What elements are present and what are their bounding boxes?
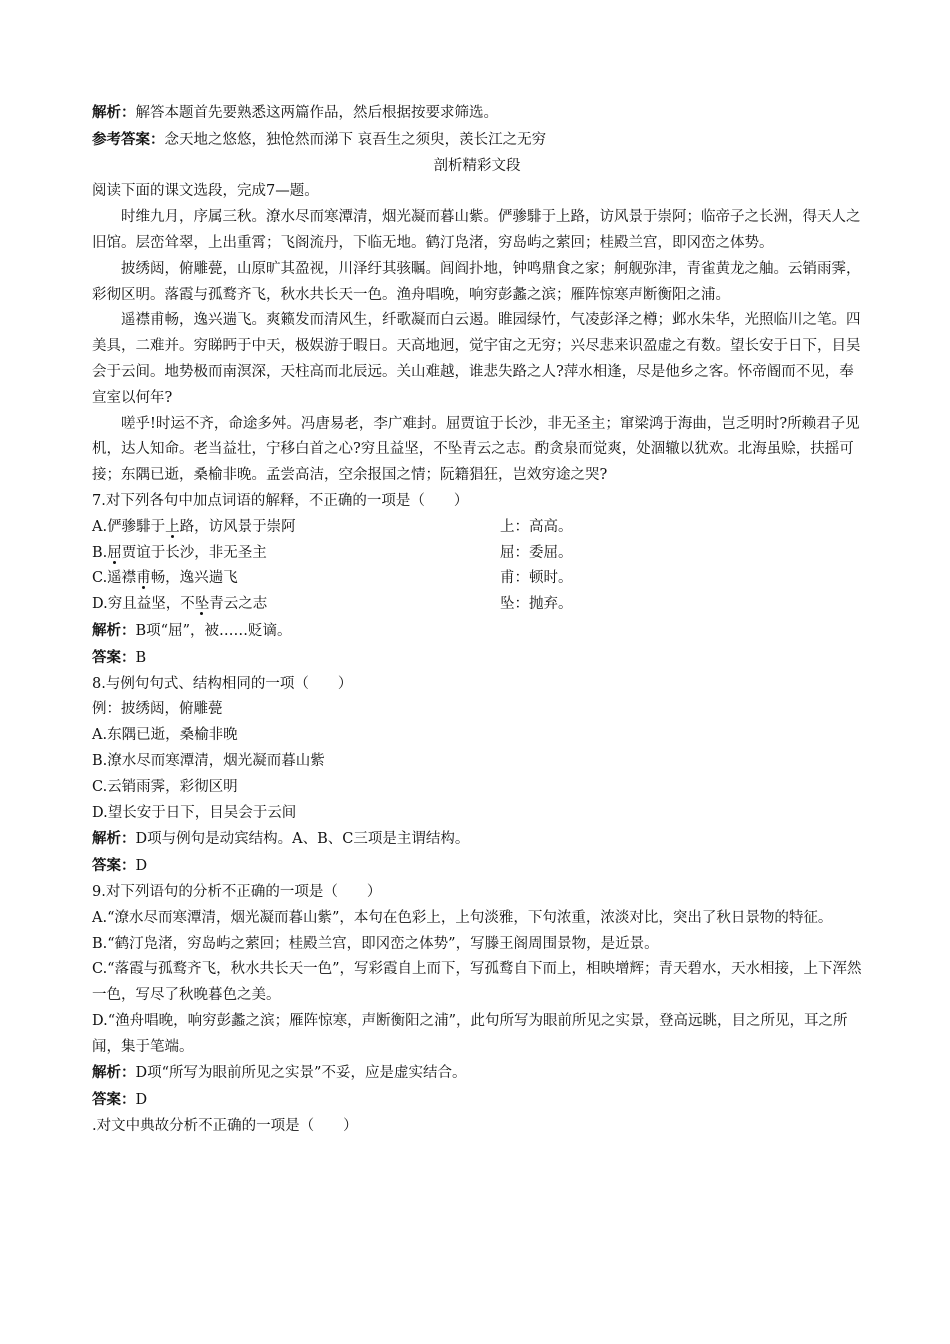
answer-text: B	[135, 649, 147, 666]
option-sentence	[92, 515, 500, 541]
question-8-answer	[92, 853, 862, 880]
question-9-option-b: B.“鹤汀凫渚，穷岛屿之萦回；桂殿兰宫，即冈峦之体势”，写滕王阁周围景物，是近景。	[92, 935, 659, 952]
option-text: 畅，逸兴遄飞	[150, 570, 238, 587]
question-10-stem: .对文中典故分析不正确的一项是（ ）	[92, 1118, 358, 1135]
analysis-label: 解析：	[92, 104, 136, 121]
answer-text: D	[135, 1092, 148, 1109]
answer-label: 答案：	[92, 1091, 136, 1109]
option-sentence	[92, 541, 500, 567]
analysis-text: 解答本题首先要熟悉这两篇作品，然后根据按要求筛选。	[135, 105, 498, 121]
option-text: 贾谊于长沙，非无圣主	[121, 544, 267, 561]
option-text: 青云之志	[209, 596, 268, 613]
option-text: B.	[92, 544, 108, 561]
question-7-option-c	[92, 566, 862, 592]
option-explanation: 坠：抛弃。	[500, 596, 573, 613]
analysis-label: 解析：	[92, 1064, 136, 1082]
question-7-analysis	[92, 618, 862, 645]
dotted-word: 坠	[194, 596, 210, 613]
analysis-text: B项“屈”，被……贬谪。	[135, 622, 292, 639]
question-8-stem: 8.与例句句式、结构相同的一项（ ）	[92, 675, 353, 692]
answer-text: 念天地之悠悠，独怆然而涕下 哀吾生之须臾，羡长江之无穷	[164, 131, 547, 148]
question-7-answer	[92, 645, 862, 672]
instruction: 阅读下面的课文选段，完成7—题。	[92, 183, 319, 200]
question-9-analysis	[92, 1060, 862, 1087]
question-7-option-a	[92, 515, 862, 541]
answer-label: 参考答案：	[92, 130, 165, 148]
document-page	[92, 100, 862, 1140]
analysis-label: 解析：	[92, 830, 136, 848]
option-explanation: 屈：委屈。	[500, 544, 573, 561]
question-8-option-d: D.望长安于日下，目吴会于云间	[92, 804, 297, 821]
passage-paragraph-4: 嗟乎!时运不齐，命途多舛。冯唐易老，李广难封。屈贾谊于长沙，非无圣主；窜梁鸿于海曲，岂乏明时?所赖君子见机，达人知命。老当益壮，宁移白首之心?穷且益坚，不坠青云之志。酌贪泉而觉爽，处涸辙以犹欢。北海虽赊，扶摇可接；东隅已逝，桑榆非晚。孟尝高洁，空余报国之情；阮籍猖狂，岂效穷途之哭?	[92, 415, 860, 484]
option-text: 路，访风景于崇阿	[179, 518, 296, 535]
question-7-option-d	[92, 592, 862, 618]
option-explanation: 上：高高。	[500, 518, 573, 535]
answer-label: 答案：	[92, 648, 136, 666]
question-7-option-b	[92, 541, 862, 567]
section-title: 剖析精彩文段	[433, 157, 521, 174]
question-8-option-a: A.东隅已逝，桑榆非晚	[92, 727, 238, 744]
answer-label: 答案：	[92, 857, 136, 875]
option-text: C.遥襟	[92, 570, 137, 587]
question-9-answer	[92, 1087, 862, 1114]
option-text: A.俨骖騑于	[92, 518, 166, 535]
question-9-option-d: D.“渔舟唱晚，响穷彭蠡之滨；雁阵惊寒，声断衡阳之浦”，此句所写为眼前所见之实景，登高远眺，目之所见，耳之所闻，集于笔端。	[92, 1012, 848, 1055]
dotted-word: 屈	[107, 544, 122, 561]
intro-analysis	[92, 100, 862, 127]
passage-paragraph-3: 遥襟甫畅，逸兴遄飞。爽籁发而清风生，纤歌凝而白云遏。睢园绿竹，气凌彭泽之樽；邺水朱华，光照临川之笔。四美具，二难并。穷睇眄于中天，极娱游于暇日。天高地迥，觉宇宙之无穷；兴尽悲来识盈虚之有数。望长安于日下，目吴会于云间。地势极而南溟深，天柱高而北辰远。关山难越，谁悲失路之人?萍水相逢，尽是他乡之客。怀帝阍而不见，奉宣室以何年?	[92, 312, 861, 406]
option-sentence	[92, 592, 500, 618]
dotted-word: 上	[165, 518, 180, 535]
passage-paragraph-1: 时维九月，序属三秋。潦水尽而寒潭清，烟光凝而暮山紫。俨骖騑于上路，访风景于崇阿；临帝子之长洲，得天人之旧馆。层峦耸翠，上出重霄；飞阁流丹，下临无地。鹤汀凫渚，穷岛屿之萦回；桂殿兰宫，即冈峦之体势。	[92, 209, 861, 251]
question-9-option-a: A.“潦水尽而寒潭清，烟光凝而暮山紫”，本句在色彩上，上句淡雅，下句浓重，浓淡对比，突出了秋日景物的特征。	[92, 909, 833, 926]
dotted-word: 甫	[136, 570, 151, 587]
question-9-option-c: C.“落霞与孤鹜齐飞，秋水共长天一色”，写彩霞自上而下，写孤鹜自下而上，相映增辉；青天碧水，天水相接，上下浑然一色，写尽了秋晚暮色之美。	[92, 961, 862, 1004]
option-sentence	[92, 566, 500, 592]
analysis-text: D项“所写为眼前所见之实景”不妥，应是虚实结合。	[135, 1065, 467, 1082]
analysis-label: 解析：	[92, 621, 136, 639]
question-7-stem: 7.对下列各句中加点词语的解释，不正确的一项是（ ）	[92, 492, 469, 509]
answer-text: D	[135, 858, 148, 875]
question-8-example: 例：披绣闼，俯雕甍	[92, 701, 223, 718]
question-8-option-b: B.潦水尽而寒潭清，烟光凝而暮山紫	[92, 752, 325, 769]
question-8-option-c: C.云销雨霁，彩彻区明	[92, 778, 238, 795]
option-explanation: 甫：顿时。	[500, 570, 573, 587]
question-8-analysis	[92, 826, 862, 853]
intro-answer	[92, 127, 862, 154]
option-text: D.穷且益坚，不	[92, 596, 195, 613]
analysis-text: D项与例句是动宾结构。A、B、C三项是主谓结构。	[135, 831, 470, 848]
question-9-stem: 9.对下列语句的分析不正确的一项是（ ）	[92, 883, 382, 900]
passage-paragraph-2: 披绣闼，俯雕甍，山原旷其盈视，川泽纡其骇瞩。闾阎扑地，钟鸣鼎食之家；舸舰弥津，青雀黄龙之舳。云销雨霁，彩彻区明。落霞与孤鹜齐飞，秋水共长天一色。渔舟唱晚，响穷彭蠡之滨；雁阵惊寒声断衡阳之浦。	[92, 260, 861, 303]
